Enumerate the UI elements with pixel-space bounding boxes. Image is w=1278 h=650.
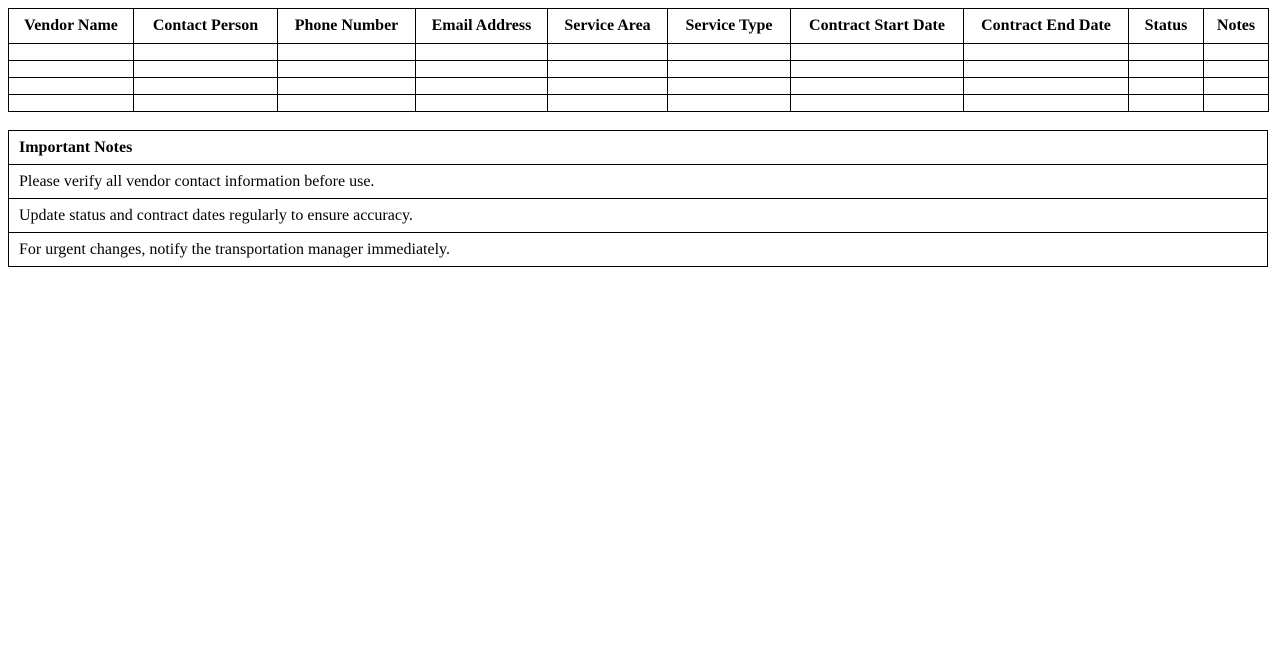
empty-cell — [964, 44, 1129, 61]
empty-cell — [1204, 95, 1269, 112]
notes-header: Important Notes — [9, 131, 1268, 165]
empty-cell — [1129, 44, 1204, 61]
note-row — [9, 199, 1268, 233]
empty-cell — [964, 61, 1129, 78]
vendor-table-body — [9, 44, 1269, 112]
empty-cell — [278, 61, 416, 78]
empty-cell — [548, 78, 668, 95]
empty-cell — [1129, 95, 1204, 112]
empty-cell — [668, 95, 791, 112]
empty-cell — [278, 78, 416, 95]
column-header-vendor-name: Vendor Name — [9, 9, 134, 44]
empty-cell — [1204, 78, 1269, 95]
empty-cell — [9, 44, 134, 61]
column-header-service-area: Service Area — [548, 9, 668, 44]
empty-cell — [791, 61, 964, 78]
empty-cell — [791, 95, 964, 112]
empty-cell — [134, 95, 278, 112]
empty-cell — [791, 78, 964, 95]
empty-cell — [9, 95, 134, 112]
important-notes-table — [8, 130, 1268, 267]
notes-header-row — [9, 131, 1268, 165]
empty-cell — [9, 78, 134, 95]
empty-cell — [668, 78, 791, 95]
empty-cell — [964, 78, 1129, 95]
empty-cell — [548, 61, 668, 78]
empty-cell — [668, 61, 791, 78]
note-item: Please verify all vendor contact information before use. — [9, 165, 1268, 199]
empty-cell — [964, 95, 1129, 112]
empty-cell — [668, 44, 791, 61]
column-header-status: Status — [1129, 9, 1204, 44]
empty-cell — [1204, 61, 1269, 78]
vendor-table-header-row — [9, 9, 1269, 44]
empty-cell — [1129, 61, 1204, 78]
note-row — [9, 233, 1268, 267]
empty-cell — [134, 61, 278, 78]
empty-cell — [134, 78, 278, 95]
note-item: For urgent changes, notify the transportation manager immediately. — [9, 233, 1268, 267]
empty-cell — [278, 44, 416, 61]
empty-cell — [791, 44, 964, 61]
column-header-contact-person: Contact Person — [134, 9, 278, 44]
empty-cell — [134, 44, 278, 61]
table-row — [9, 44, 1269, 61]
column-header-phone-number: Phone Number — [278, 9, 416, 44]
empty-cell — [1204, 44, 1269, 61]
column-header-contract-start-date: Contract Start Date — [791, 9, 964, 44]
empty-cell — [416, 61, 548, 78]
empty-cell — [1129, 78, 1204, 95]
table-row — [9, 61, 1269, 78]
empty-cell — [278, 95, 416, 112]
column-header-email-address: Email Address — [416, 9, 548, 44]
column-header-contract-end-date: Contract End Date — [964, 9, 1129, 44]
note-row — [9, 165, 1268, 199]
empty-cell — [416, 78, 548, 95]
table-row — [9, 78, 1269, 95]
column-header-notes: Notes — [1204, 9, 1269, 44]
empty-cell — [416, 95, 548, 112]
table-row — [9, 95, 1269, 112]
empty-cell — [9, 61, 134, 78]
vendor-contact-table — [8, 8, 1269, 112]
empty-cell — [548, 44, 668, 61]
empty-cell — [416, 44, 548, 61]
column-header-service-type: Service Type — [668, 9, 791, 44]
note-item: Update status and contract dates regularly to ensure accuracy. — [9, 199, 1268, 233]
empty-cell — [548, 95, 668, 112]
